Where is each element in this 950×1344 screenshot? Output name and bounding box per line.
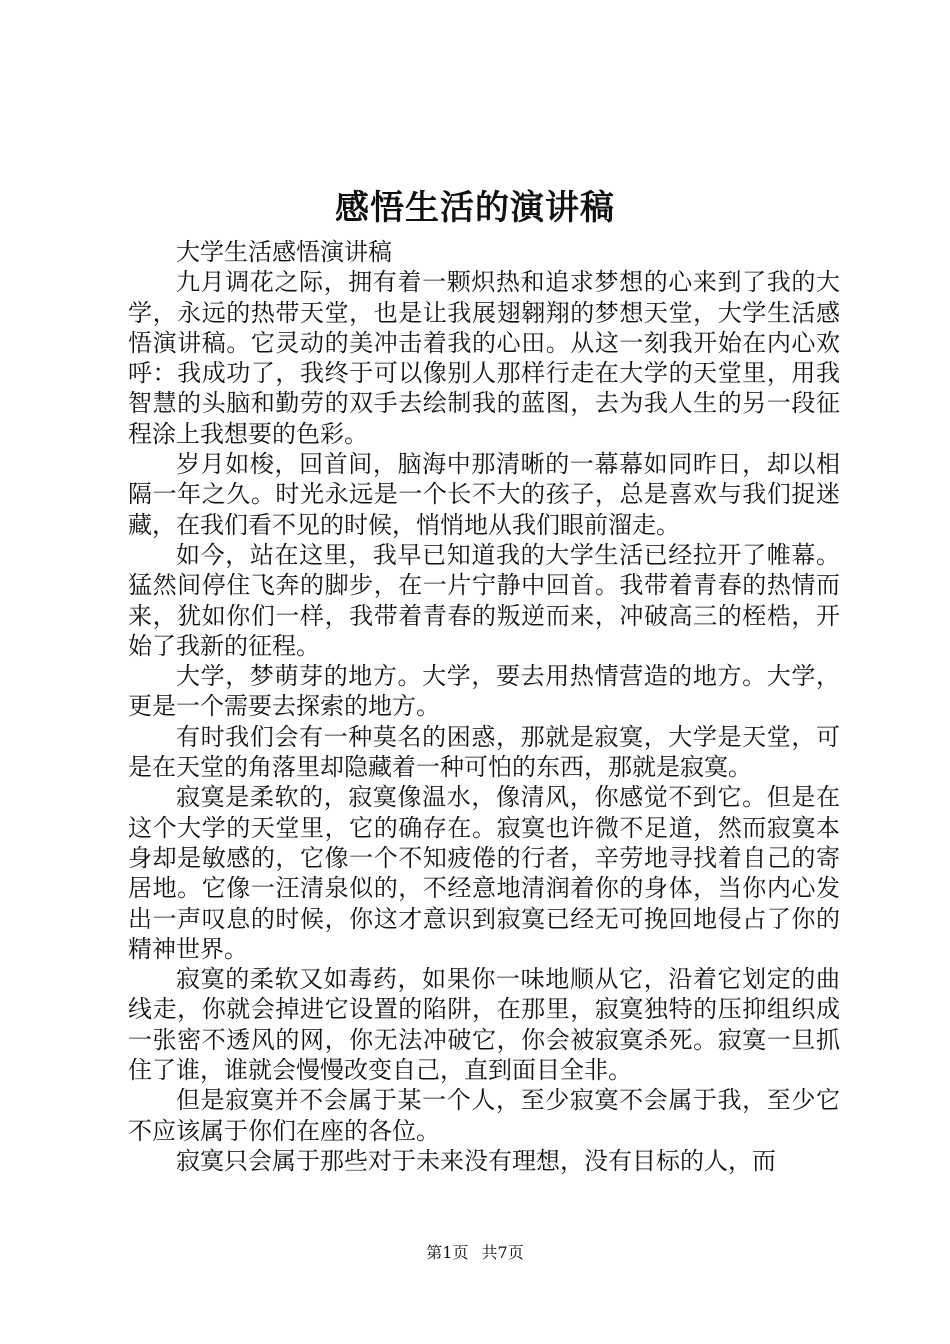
paragraph: 如今，站在这里，我早已知道我的大学生活已经拉开了帷幕。猛然间停住飞奔的脚步，在一片宁静中回首。我带着青春的热情而来，犹如你们一样，我带着青春的叛逆而来，冲破高三的桎梏，开始了我新的征程。 — [128, 540, 840, 660]
paragraph: 岁月如梭，回首间，脑海中那清晰的一幕幕如同昨日，却以相隔一年之久。时光永远是一个长不大的孩子，总是喜欢与我们捉迷藏，在我们看不见的时候，悄悄地从我们眼前溜走。 — [128, 450, 840, 539]
paragraph: 大学，梦萌芽的地方。大学，要去用热情营造的地方。大学，更是一个需要去探索的地方。 — [128, 662, 840, 721]
paragraph: 寂寞是柔软的，寂寞像温水，像清风，你感觉不到它。但是在这个大学的天堂里，它的确存在。寂寞也许微不足道，然而寂寞本身却是敏感的，它像一个不知疲倦的行者，辛劳地寻找着自己的寄居地。它像一汪清泉似的，不经意地清润着你的身体，当你内心发出一声叹息的时候，你这才意识到寂寞已经无可挽回地侵占了你的精神世界。 — [128, 783, 840, 963]
document-title: 感悟生活的演讲稿 — [335, 188, 615, 228]
page-number: 第1页 — [426, 1243, 469, 1262]
paragraph: 大学生活感悟演讲稿 — [176, 238, 392, 266]
document-body — [128, 237, 840, 1176]
page-total: 共7页 — [481, 1243, 524, 1262]
paragraph: 有时我们会有一种莫名的困惑，那就是寂寞，大学是天堂，可是在天堂的角落里却隐藏着一种可怕的东西，那就是寂寞。 — [128, 722, 840, 782]
paragraph: 寂寞的柔软又如毒药，如果你一味地顺从它，沿着它划定的曲线走，你就会掉进它设置的陷阱，在那里，寂寞独特的压抑组织成一张密不透风的网，你无法冲破它，你会被寂寞杀死。寂寞一旦抓住了谁，谁就会慢慢改变自己，直到面目全非。 — [128, 965, 840, 1085]
page-footer — [0, 1242, 950, 1264]
paragraph: 寂寞只会属于那些对于未来没有理想，没有目标的人，而 — [176, 1146, 776, 1175]
paragraph: 但是寂寞并不会属于某一个人，至少寂寞不会属于我，至少它不应该属于你们在座的各位。 — [128, 1086, 840, 1145]
paragraph: 九月调花之际，拥有着一颗炽热和追求梦想的心来到了我的大学，永远的热带天堂，也是让我展翅翱翔的梦想天堂，大学生活感悟演讲稿。它灵动的美冲击着我的心田。从这一刻我开始在内心欢呼：我成功了，我终于可以像别人那样行走在大学的天堂里，用我智慧的头脑和勤劳的双手去绘制我的蓝图，去为我人生的另一段征程涂上我想要的色彩。 — [128, 268, 840, 448]
